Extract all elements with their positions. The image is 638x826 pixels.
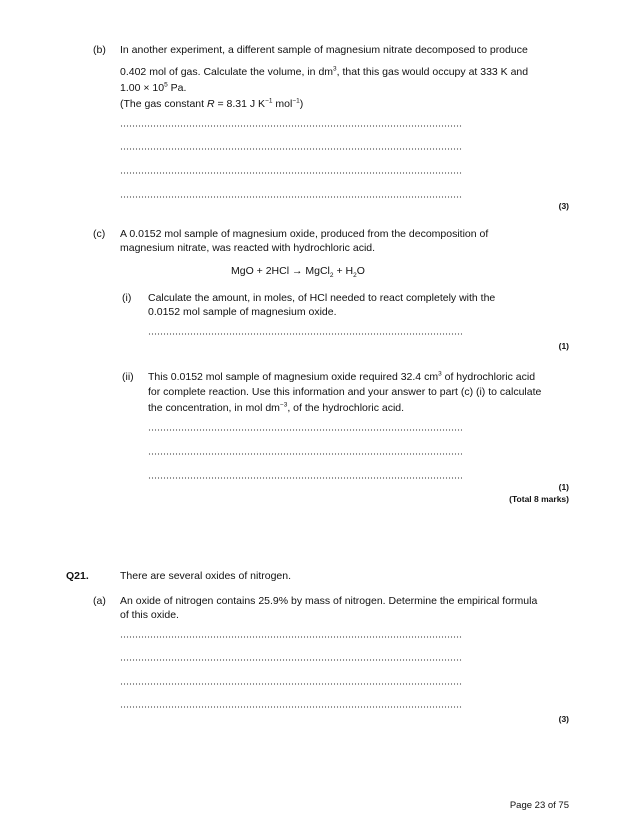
question-intro: There are several oxides of nitrogen. [120,570,292,582]
gas-constant-note: (The gas constant R = 8.31 J $K^{-1}$ mol$^{-1}$) [120,97,304,110]
part-b-question-line: In another experiment, a different sample of magnesium nitrate decomposed to produce [120,44,528,56]
marks-label: (3) [558,714,569,724]
part-b-question-line: $1.00 \times 10^5$ Pa. [120,81,187,94]
sub-part-i-label: (i) [122,292,132,304]
answer-line[interactable] [148,477,462,479]
part-b-label: (b) [93,44,106,56]
answer-line[interactable] [148,333,462,335]
sub-part-i-question-line: Calculate the amount, in moles, of HCl needed to react completely with the [148,292,496,304]
answer-line[interactable] [120,148,462,150]
marks-label: (1) [558,482,569,492]
page-number: Page 23 of 75 [509,800,569,811]
sub-part-ii-label: (ii) [122,371,134,383]
question-number: Q21. [66,570,89,582]
answer-line[interactable] [120,125,462,127]
part-c-question-line: magnesium nitrate, was reacted with hydrochloric acid. [120,242,376,254]
answer-line[interactable] [148,429,462,431]
total-marks-label: (Total 8 marks) [509,494,569,504]
marks-label: (3) [558,201,569,211]
sub-part-i-question-line: 0.0152 mol sample of magnesium oxide. [148,306,337,318]
part-c-label: (c) [93,228,106,240]
part-a-question-line: of this oxide. [120,609,179,621]
part-a-label: (a) [93,595,106,607]
answer-line[interactable] [120,636,462,638]
answer-line[interactable] [120,172,462,174]
part-a-question-line: An oxide of nitrogen contains 25.9% by mass of nitrogen. Determine the empirical formula [120,595,538,607]
answer-line[interactable] [120,683,462,685]
answer-line[interactable] [148,453,462,455]
sub-part-ii-question-line: This 0.0152 mol sample of magnesium oxide required 32.4 $cm^3$ of hydrochloric acid [148,370,536,383]
answer-line[interactable] [120,659,462,661]
sub-part-ii-question-line: for complete reaction. Use this information and your answer to part (c) (i) to calculate [148,386,542,398]
answer-line[interactable] [120,706,462,708]
part-b-question-line: 0.402 mol of gas. Calculate the volume, in $dm^3$, that this gas would occupy at 333 K and [120,65,529,78]
answer-line[interactable] [120,196,462,198]
sub-part-ii-question-line: the concentration, in mol $dm^{-3}$, of the hydrochloric acid. [148,401,405,414]
marks-label: (1) [558,341,569,351]
part-c-question-line: A 0.0152 mol sample of magnesium oxide, produced from the decomposition of [120,228,489,240]
chemical-equation: MgO + 2HCl → MgCl$_2$ + $H_2O$ [231,265,365,280]
